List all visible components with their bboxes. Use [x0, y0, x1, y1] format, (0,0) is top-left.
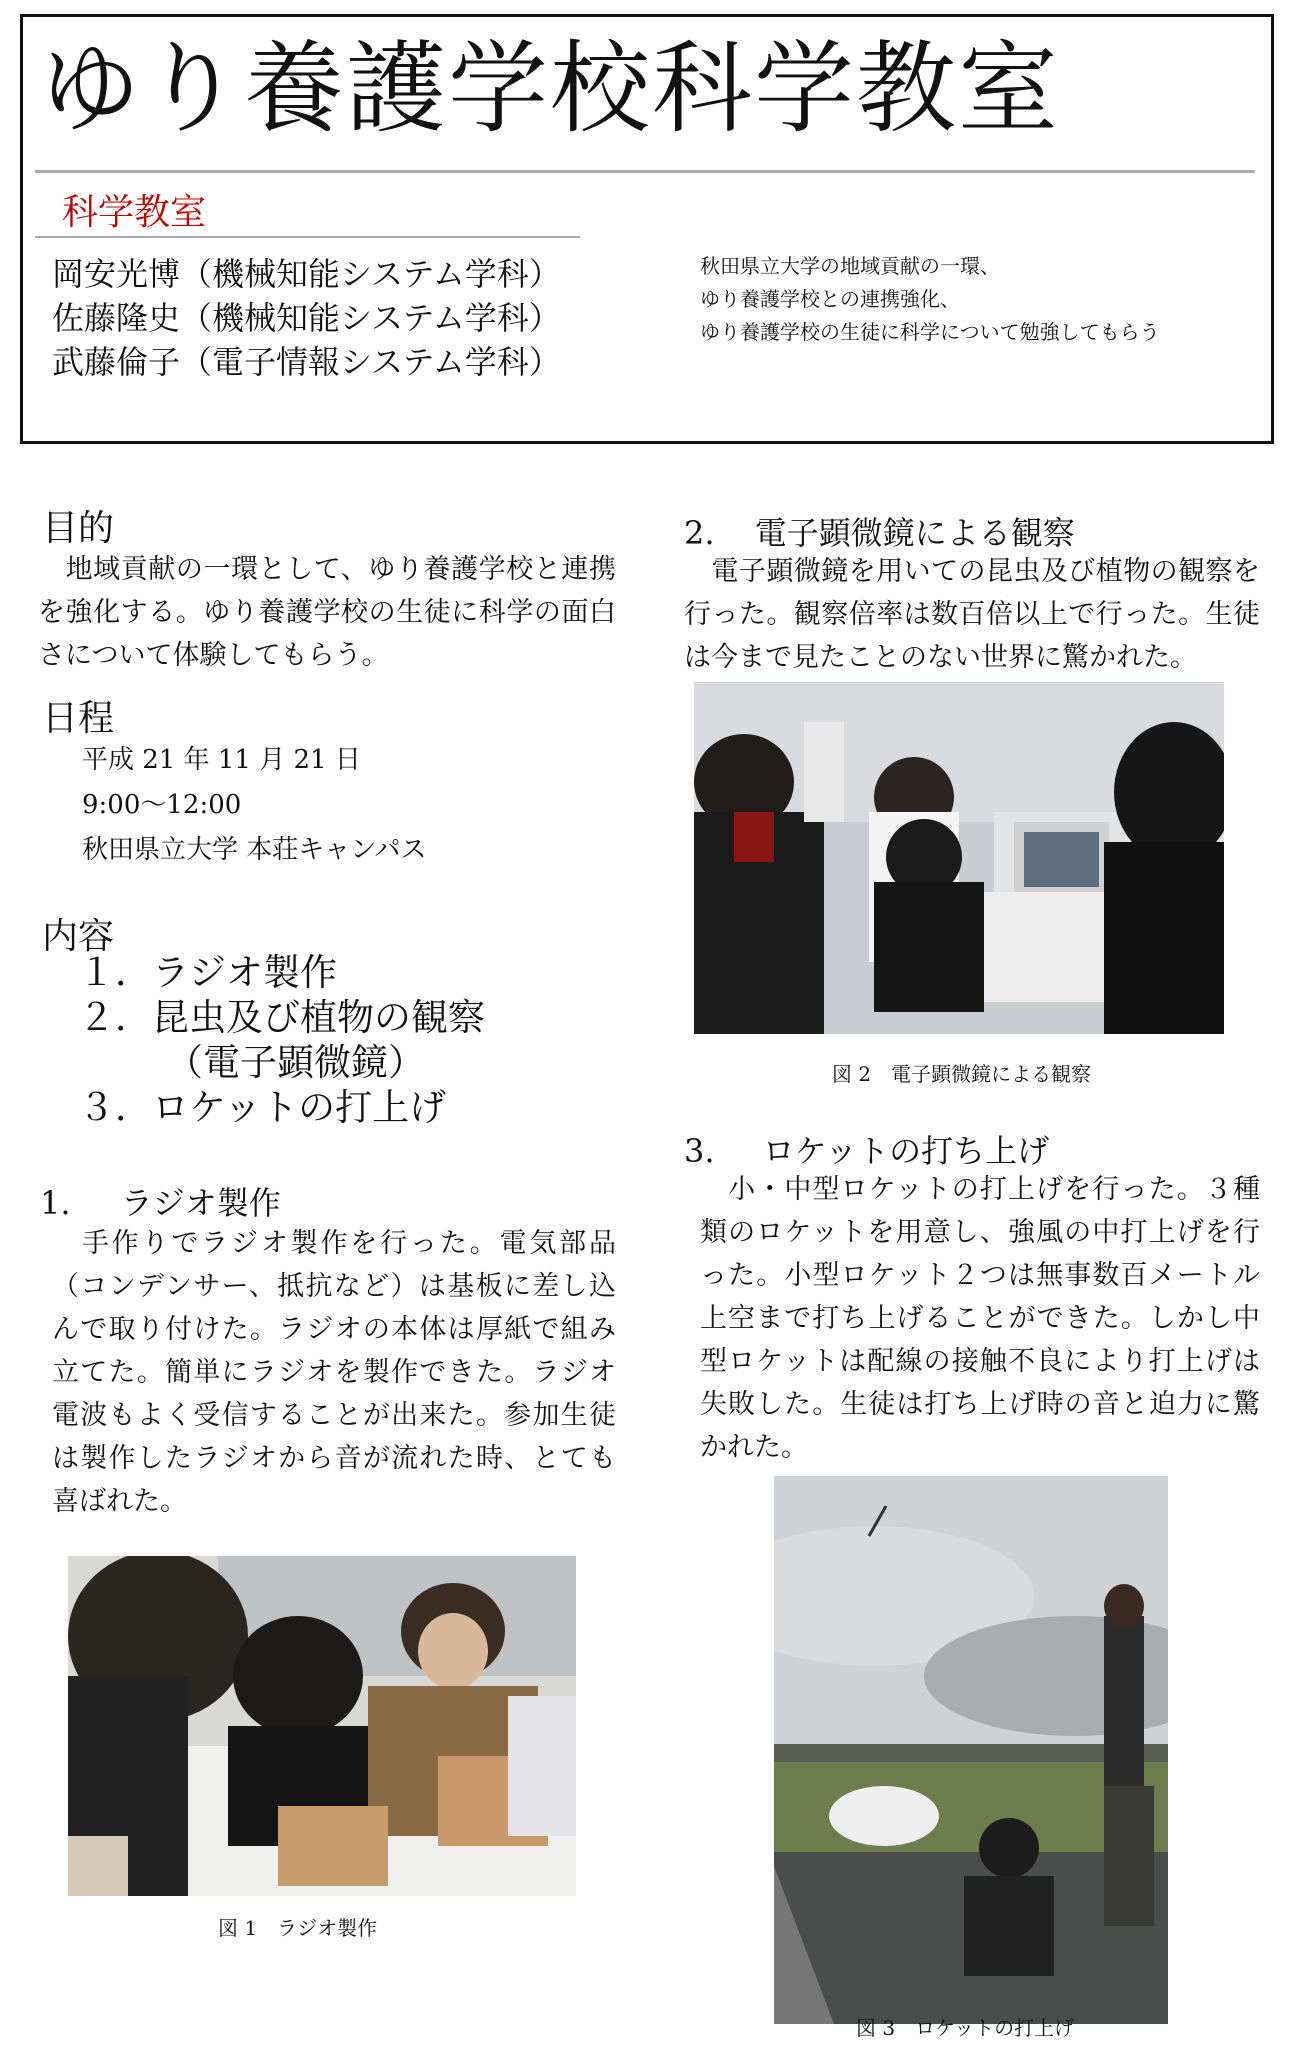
section1-number: 1. — [40, 1184, 71, 1222]
section3-heading — [684, 1126, 1049, 1172]
author-list — [52, 252, 561, 384]
author: 佐藤隆史（機械知能システム学科） — [52, 299, 561, 337]
contents-item: ３．ロケットの打上げ — [78, 1086, 447, 1129]
contents-list — [78, 950, 485, 1130]
aim-line: ゆり養護学校との連携強化、 — [700, 287, 960, 311]
section2-title: 電子顕微鏡による観察 — [754, 514, 1075, 552]
purpose-text: 地域貢献の一環として、ゆり養護学校と連携を強化する。ゆり養護学校の生徒に科学の面白さについて体験してもらう。 — [38, 554, 616, 671]
aim-line: 秋田県立大学の地域貢献の一環、 — [700, 254, 1000, 278]
contents-item-note: （電子顕微鏡） — [166, 1041, 425, 1084]
contents-item: １．ラジオ製作 — [78, 951, 337, 994]
section1-title: ラジオ製作 — [120, 1184, 281, 1222]
section2-number: 2. — [684, 514, 715, 552]
contents-item: ２．昆虫及び植物の観察 — [78, 996, 485, 1039]
subtitle-divider — [35, 236, 580, 238]
section3-number: 3. — [684, 1132, 715, 1170]
title-divider — [35, 170, 1255, 173]
section3-text: 小・中型ロケットの打上げを行った。３種類のロケットを用意し、強風の中打上げを行った。小型ロケット２つは無事数百メートル上空まで打ち上げることができた。しかし中型ロケットは配線の接触不良により打上げは失敗した。生徒は打ち上げ時の音と迫力に驚かれた。 — [700, 1174, 1260, 1463]
schedule-details — [82, 738, 426, 873]
schedule-heading: 日程 — [42, 698, 115, 739]
subtitle: 科学教室 — [62, 192, 207, 233]
radio-workshop-photo — [68, 1556, 576, 1896]
schedule-time: 9:00〜12:00 — [82, 790, 242, 820]
author: 岡安光博（機械知能システム学科） — [52, 255, 561, 293]
radio-workshop-image — [68, 1556, 576, 1896]
aim-line: ゆり養護学校の生徒に科学について勉強してもらう — [700, 320, 1160, 344]
section1-text: 手作りでラジオ製作を行った。電気部品（コンデンサー、抵抗など）は基板に差し込んで取り付けた。ラジオの本体は厚紙で組み立てた。簡単にラジオを製作できた。ラジオ電波もよく受信することが出来た。参加生徒は製作したラジオから音が流れた時、とても喜ばれた。 — [52, 1228, 616, 1517]
microscope-image — [694, 682, 1224, 1034]
aims-list — [700, 250, 1160, 349]
purpose-heading: 目的 — [42, 508, 115, 549]
author: 武藤倫子（電子情報システム学科） — [52, 343, 561, 381]
microscope-photo — [694, 682, 1224, 1034]
schedule-date: 平成 21 年 11 月 21 日 — [82, 745, 361, 775]
schedule-place: 秋田県立大学 本荘キャンパス — [82, 835, 427, 865]
figure2-caption: 図 2 電子顕微鏡による観察 — [832, 1062, 1092, 1086]
figure3-caption: 図 3 ロケットの打上げ — [856, 2016, 1075, 2040]
rocket-launch-photo — [774, 1476, 1168, 2024]
rocket-launch-image — [774, 1476, 1168, 2024]
figure1-caption: 図 1 ラジオ製作 — [218, 1916, 378, 1940]
section2-heading — [684, 508, 1075, 554]
page-title: ゆり養護学校科学教室 — [40, 30, 1060, 147]
section1-heading — [40, 1178, 281, 1224]
contents-heading: 内容 — [42, 916, 115, 957]
section2-text: 電子顕微鏡を用いての昆虫及び植物の観察を行った。観察倍率は数百倍以上で行った。生徒は今まで見たことのない世界に驚かれた。 — [684, 556, 1260, 673]
section3-title: ロケットの打ち上げ — [762, 1132, 1050, 1170]
